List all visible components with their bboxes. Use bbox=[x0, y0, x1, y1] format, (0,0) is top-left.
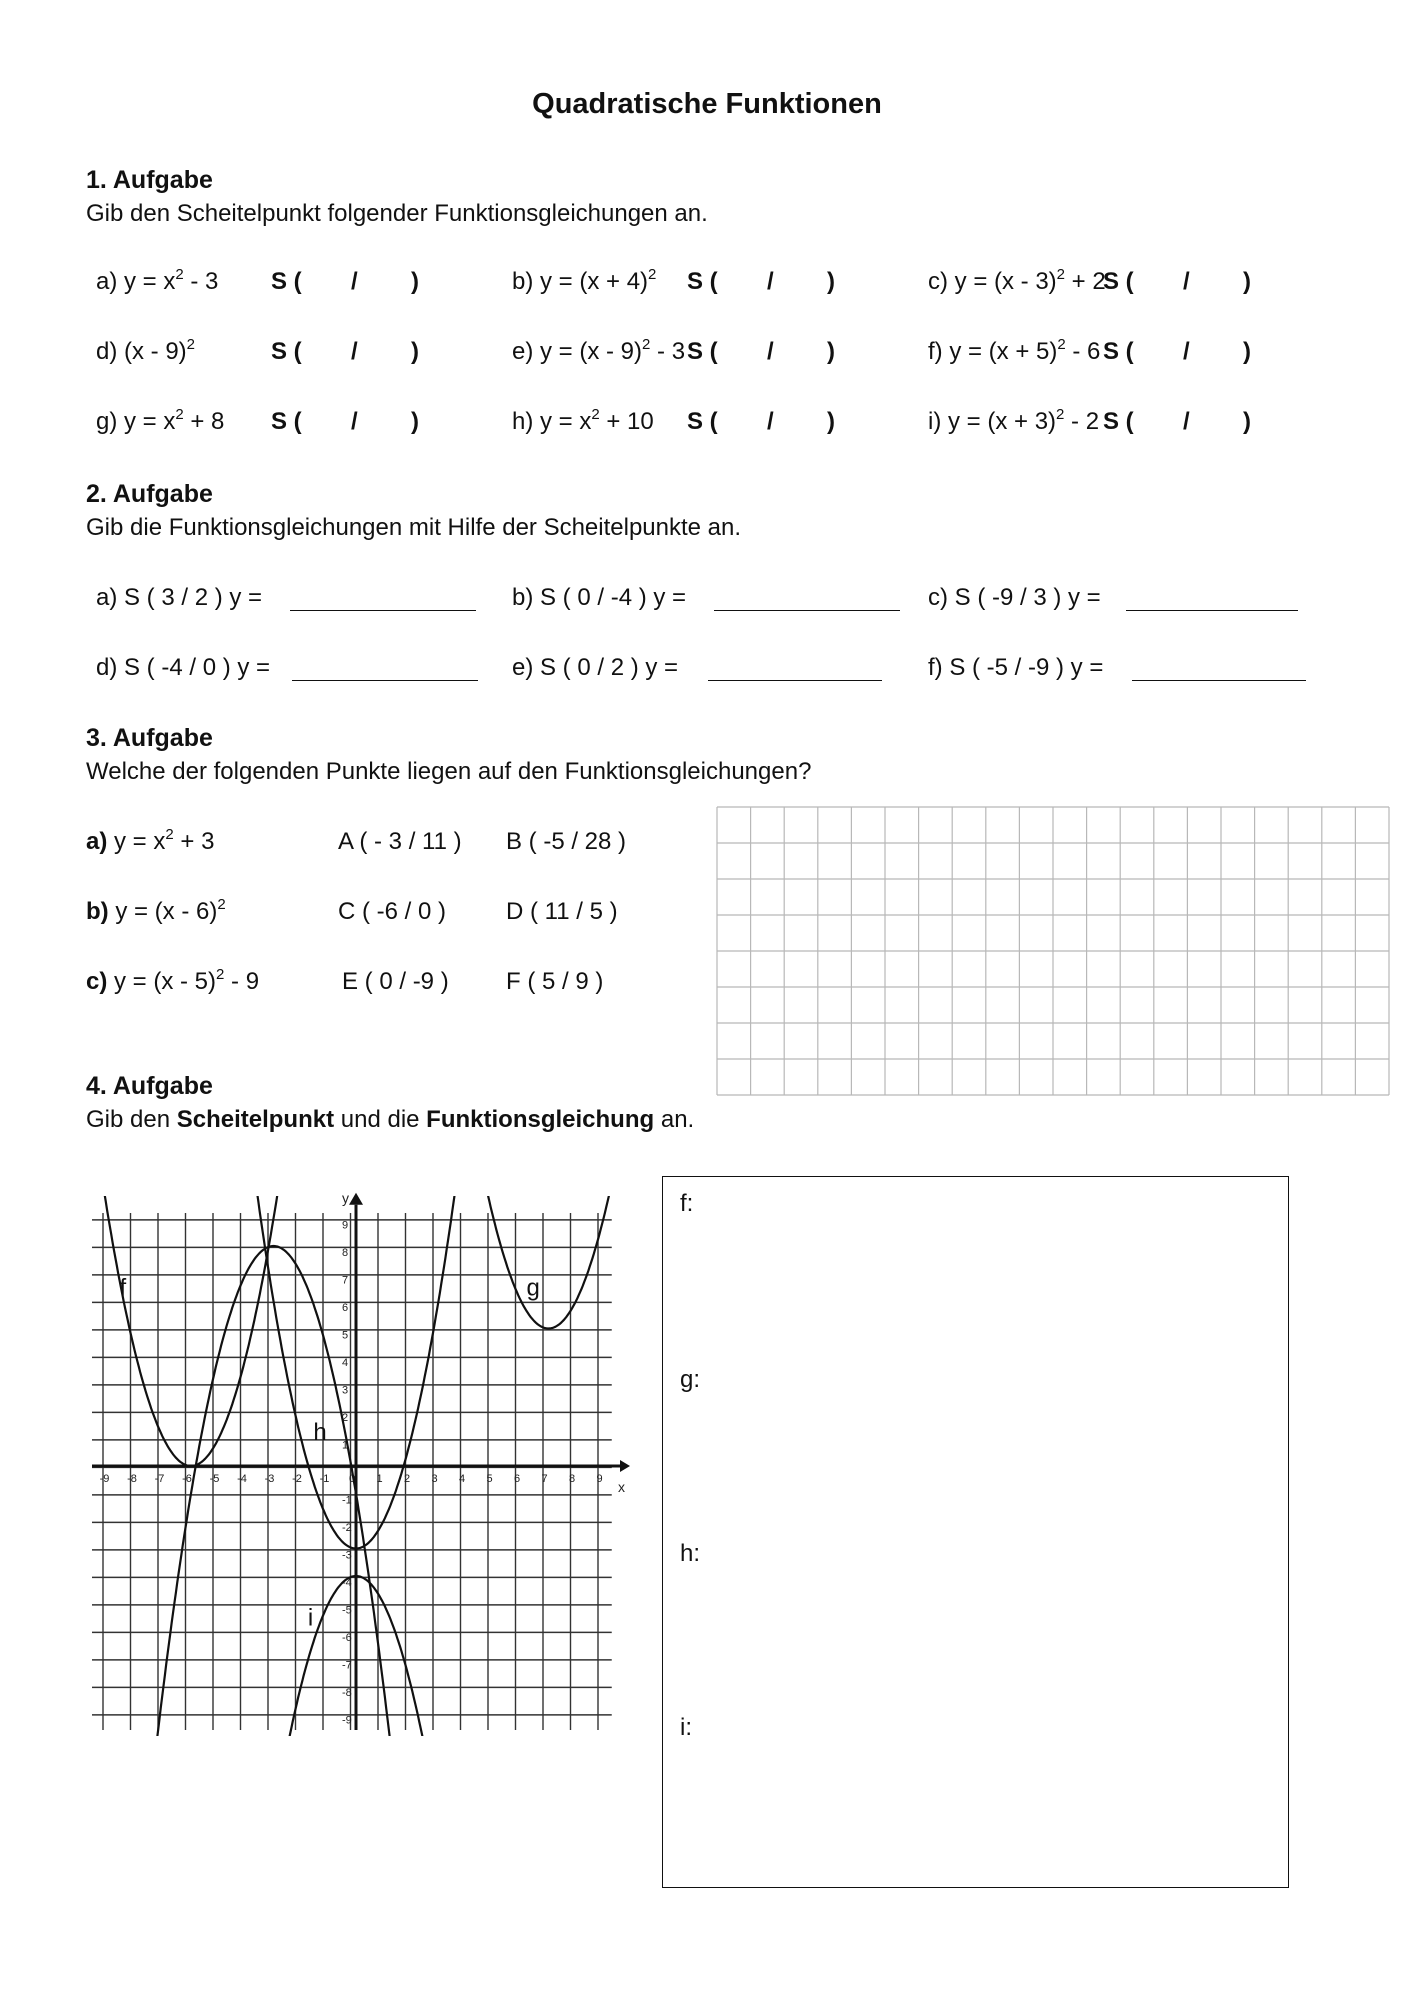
equation-exponent: 2 bbox=[217, 896, 226, 913]
instruction-bold: Funktionsgleichung bbox=[426, 1106, 655, 1133]
y-tick-label: -9 bbox=[342, 1714, 352, 1727]
parabola-graph bbox=[80, 1180, 640, 1740]
x-axis-label: x bbox=[618, 1479, 625, 1495]
equation-exponent: 2 bbox=[648, 266, 657, 283]
answer-box[interactable] bbox=[662, 1176, 1289, 1888]
equation-base: i) y = (x + 3) bbox=[928, 408, 1057, 435]
vertex-slash: / bbox=[767, 408, 774, 435]
answer-label-f: f: bbox=[680, 1190, 694, 1217]
answer-line[interactable] bbox=[1126, 610, 1298, 611]
equation bbox=[512, 338, 685, 366]
x-tick-label: 7 bbox=[541, 1473, 548, 1485]
vertex-s-label: S ( bbox=[1103, 408, 1134, 435]
curve-label-f: f bbox=[119, 1274, 127, 1302]
vertex-s-label: S ( bbox=[687, 408, 718, 435]
y-tick-label: 9 bbox=[342, 1219, 349, 1232]
x-tick-label: 2 bbox=[403, 1473, 411, 1485]
item-letter: b) bbox=[86, 898, 109, 925]
task2-heading: 2. Aufgabe bbox=[86, 480, 213, 508]
point-option: D ( 11 / 5 ) bbox=[506, 898, 618, 925]
x-tick-label: 5 bbox=[486, 1473, 493, 1485]
answer-label-g: g: bbox=[680, 1366, 701, 1393]
vertex-close: ) bbox=[411, 408, 419, 435]
equation bbox=[928, 408, 1099, 436]
x-tick-label: 9 bbox=[596, 1473, 603, 1485]
task1-heading: 1. Aufgabe bbox=[86, 166, 213, 194]
vertex-prompt: d) S ( -4 / 0 ) y = bbox=[96, 654, 271, 681]
x-tick-label: -2 bbox=[292, 1473, 302, 1485]
x-tick-label: 4 bbox=[458, 1473, 466, 1485]
vertex-close: ) bbox=[827, 268, 835, 295]
x-tick-label: -1 bbox=[319, 1473, 330, 1485]
equation-exponent: 2 bbox=[1057, 336, 1066, 353]
parabola-g bbox=[425, 1180, 640, 1329]
parabola bbox=[150, 1246, 397, 1740]
equation bbox=[928, 268, 1106, 296]
y-tick-label: -8 bbox=[342, 1687, 352, 1699]
equation-rest: - 3 bbox=[183, 268, 219, 295]
equation-exponent: 2 bbox=[175, 406, 184, 423]
vertex-slash: / bbox=[351, 268, 358, 295]
answer-label-h: h: bbox=[680, 1540, 701, 1567]
vertex-prompt: b) S ( 0 / -4 ) y = bbox=[512, 584, 687, 611]
equation bbox=[96, 268, 218, 296]
equation bbox=[86, 898, 226, 926]
curve-label-h: h bbox=[313, 1418, 327, 1446]
point-option: F ( 5 / 9 ) bbox=[506, 968, 604, 995]
vertex-prompt: e) S ( 0 / 2 ) y = bbox=[512, 654, 679, 681]
vertex-s-label: S ( bbox=[1103, 268, 1134, 295]
equation-rest: + 3 bbox=[173, 828, 215, 855]
equation bbox=[86, 828, 214, 856]
y-tick-label: -1 bbox=[342, 1494, 352, 1507]
answer-line[interactable] bbox=[1132, 680, 1306, 681]
instruction-text: an. bbox=[654, 1106, 695, 1133]
equation-base: d) (x - 9) bbox=[96, 338, 187, 365]
equation-base: y = x bbox=[107, 828, 166, 855]
vertex-slash: / bbox=[1183, 408, 1190, 435]
vertex-slash: / bbox=[351, 408, 358, 435]
equation bbox=[928, 338, 1100, 366]
task1-instruction: Gib den Scheitelpunkt folgender Funktionsgleichungen an. bbox=[86, 200, 708, 227]
equation bbox=[86, 968, 259, 996]
y-tick-label: -5 bbox=[342, 1604, 352, 1617]
point-option: C ( -6 / 0 ) bbox=[338, 898, 447, 925]
item-letter: a) bbox=[86, 828, 108, 855]
y-tick-label: -4 bbox=[342, 1577, 352, 1589]
equation-rest: - 2 bbox=[1064, 408, 1100, 435]
vertex-s-label: S ( bbox=[687, 338, 718, 365]
y-tick-label: 4 bbox=[342, 1357, 349, 1369]
point-option: A ( - 3 / 11 ) bbox=[338, 828, 462, 855]
vertex-slash: / bbox=[1183, 338, 1190, 365]
answer-label-i: i: bbox=[680, 1714, 692, 1741]
vertex-s-label: S ( bbox=[271, 408, 302, 435]
task4-instruction bbox=[86, 1106, 694, 1134]
y-tick-label: 7 bbox=[342, 1274, 349, 1287]
point-option: E ( 0 / -9 ) bbox=[342, 968, 449, 995]
x-tick-label: 0 bbox=[348, 1473, 356, 1485]
answer-line[interactable] bbox=[292, 680, 478, 681]
instruction-bold: Scheitelpunkt bbox=[176, 1106, 335, 1133]
task4-heading: 4. Aufgabe bbox=[86, 1072, 213, 1100]
x-tick-label: -6 bbox=[182, 1473, 192, 1485]
page-title: Quadratische Funktionen bbox=[532, 88, 882, 120]
y-axis-label: y bbox=[342, 1189, 349, 1206]
equation-rest: + 8 bbox=[183, 408, 225, 435]
task2-instruction: Gib die Funktionsgleichungen mit Hilfe der Scheitelpunkte an. bbox=[86, 514, 742, 541]
x-tick-label: 6 bbox=[513, 1473, 521, 1485]
vertex-close: ) bbox=[827, 338, 835, 365]
instruction-text: Gib den bbox=[86, 1106, 177, 1133]
task3-heading: 3. Aufgabe bbox=[86, 724, 213, 752]
equation-exponent: 2 bbox=[165, 826, 174, 843]
vertex-s-label: S ( bbox=[271, 268, 302, 295]
equation bbox=[512, 268, 656, 296]
y-tick-label: -3 bbox=[342, 1549, 352, 1562]
equation-exponent: 2 bbox=[1056, 406, 1065, 423]
equation-rest: - 3 bbox=[650, 338, 686, 365]
equation-base: y = (x - 6) bbox=[108, 898, 218, 925]
y-tick-label: 8 bbox=[342, 1247, 349, 1259]
vertex-close: ) bbox=[1243, 338, 1251, 365]
answer-line[interactable] bbox=[290, 610, 476, 611]
vertex-slash: / bbox=[1183, 268, 1190, 295]
equation-base: h) y = x bbox=[512, 408, 592, 435]
vertex-s-label: S ( bbox=[271, 338, 302, 365]
equation-base: g) y = x bbox=[96, 408, 176, 435]
y-tick-label: 3 bbox=[342, 1384, 349, 1397]
equation-exponent: 2 bbox=[216, 966, 225, 983]
y-tick-label: 2 bbox=[342, 1412, 349, 1424]
x-tick-label: -9 bbox=[99, 1473, 110, 1485]
equation bbox=[96, 338, 195, 366]
equation bbox=[96, 408, 224, 436]
y-tick-label: 6 bbox=[342, 1302, 349, 1314]
x-tick-label: -8 bbox=[127, 1473, 137, 1485]
empty-work-grid bbox=[716, 806, 1390, 1096]
y-tick-label: 1 bbox=[342, 1439, 349, 1452]
x-tick-label: -4 bbox=[237, 1473, 247, 1485]
y-axis-arrow bbox=[349, 1193, 363, 1205]
vertex-close: ) bbox=[411, 268, 419, 295]
equation-base: a) y = x bbox=[96, 268, 176, 295]
vertex-s-label: S ( bbox=[687, 268, 718, 295]
equation-base: e) y = (x - 9) bbox=[512, 338, 643, 365]
equation-base: b) y = (x + 4) bbox=[512, 268, 649, 295]
vertex-close: ) bbox=[1243, 268, 1251, 295]
vertex-slash: / bbox=[351, 338, 358, 365]
equation-exponent: 2 bbox=[591, 406, 600, 423]
equation-exponent: 2 bbox=[642, 336, 651, 353]
y-tick-label: -7 bbox=[342, 1659, 352, 1672]
y-tick-label: -6 bbox=[342, 1632, 352, 1644]
x-tick-label: 3 bbox=[431, 1473, 438, 1485]
equation-exponent: 2 bbox=[1056, 266, 1066, 283]
equation-rest: - 6 bbox=[1065, 338, 1101, 365]
vertex-slash: / bbox=[767, 338, 774, 365]
curve-label-g: g bbox=[526, 1274, 540, 1302]
vertex-close: ) bbox=[827, 408, 835, 435]
answer-line[interactable] bbox=[708, 680, 882, 681]
x-tick-label: 8 bbox=[568, 1473, 576, 1485]
vertex-prompt: f) S ( -5 / -9 ) y = bbox=[928, 654, 1104, 681]
equation-rest: + 2 bbox=[1065, 268, 1106, 295]
vertex-prompt: a) S ( 3 / 2 ) y = bbox=[96, 584, 263, 611]
equation-rest: + 10 bbox=[599, 408, 654, 435]
task3-instruction: Welche der folgenden Punkte liegen auf den Funktionsgleichungen? bbox=[86, 758, 812, 785]
point-option: B ( -5 / 28 ) bbox=[506, 828, 627, 855]
y-tick-label: 5 bbox=[342, 1329, 349, 1342]
vertex-close: ) bbox=[411, 338, 419, 365]
equation-exponent: 2 bbox=[175, 266, 184, 283]
curve-label-i: i bbox=[307, 1604, 314, 1632]
equation-base: y = (x - 5) bbox=[107, 968, 217, 995]
x-tick-label: -7 bbox=[154, 1473, 165, 1485]
instruction-text: und die bbox=[334, 1106, 427, 1133]
answer-line[interactable] bbox=[714, 610, 900, 611]
vertex-slash: / bbox=[767, 268, 774, 295]
equation-rest: - 9 bbox=[224, 968, 260, 995]
x-axis-arrow bbox=[620, 1460, 630, 1472]
y-tick-label: -2 bbox=[342, 1522, 352, 1534]
equation-exponent: 2 bbox=[186, 336, 196, 353]
equation-base: c) y = (x - 3) bbox=[928, 268, 1057, 295]
vertex-prompt: c) S ( -9 / 3 ) y = bbox=[928, 584, 1101, 611]
vertex-s-label: S ( bbox=[1103, 338, 1134, 365]
x-tick-label: 1 bbox=[376, 1473, 383, 1485]
item-letter: c) bbox=[86, 968, 108, 995]
x-tick-label: -3 bbox=[264, 1473, 275, 1485]
parabola-f bbox=[80, 1180, 313, 1466]
equation bbox=[512, 408, 654, 436]
equation-base: f) y = (x + 5) bbox=[928, 338, 1058, 365]
vertex-close: ) bbox=[1243, 408, 1251, 435]
x-tick-label: -5 bbox=[209, 1473, 220, 1485]
